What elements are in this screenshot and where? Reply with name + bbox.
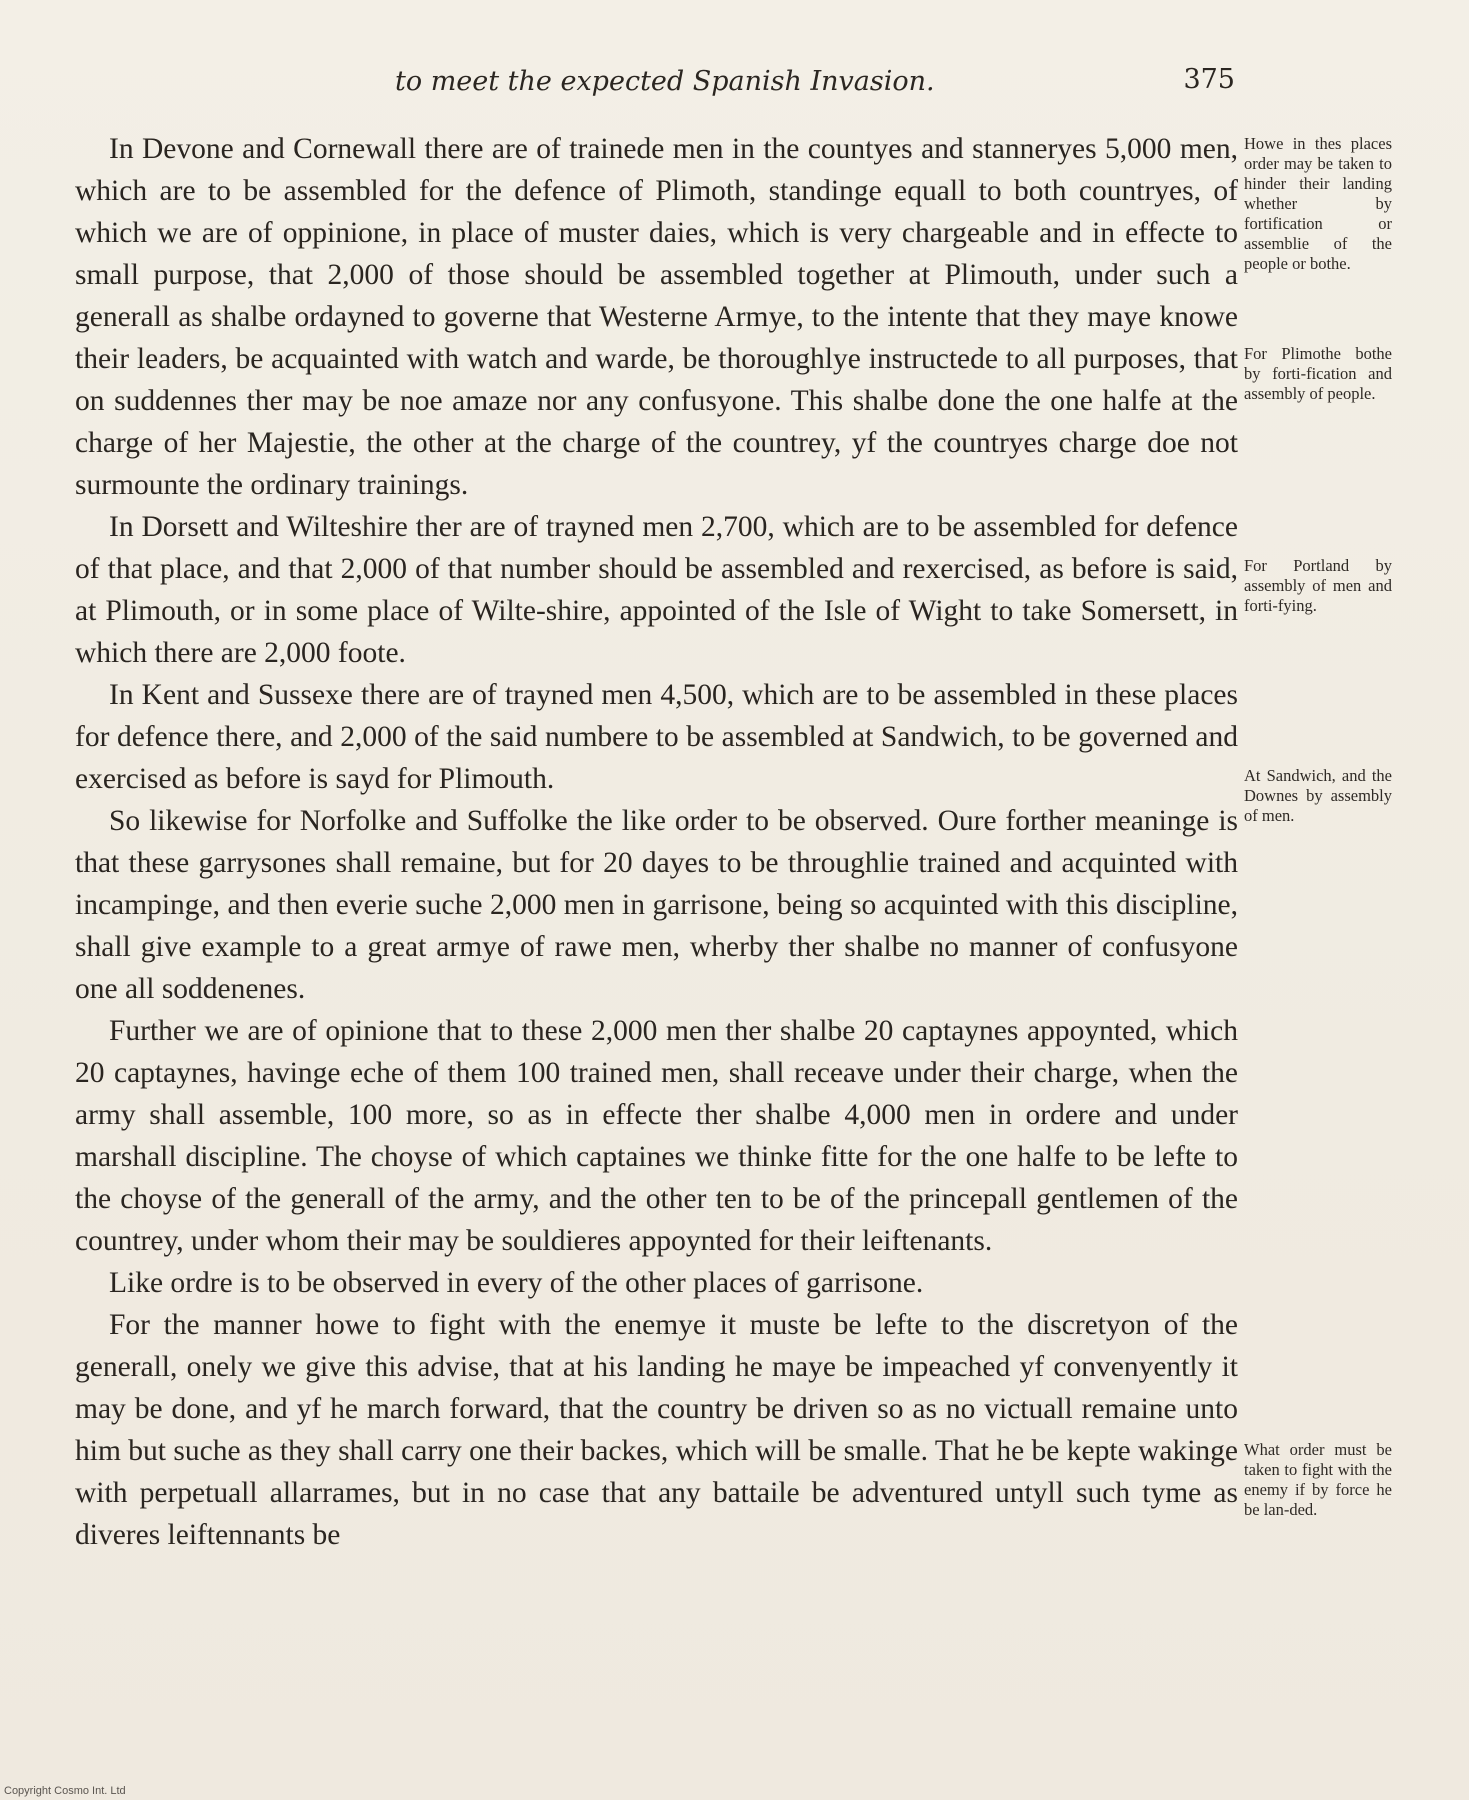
paragraph-kent-sussex: In Kent and Sussexe there are of trayned men 4,500, which are to be assembled in these places for defence there, and 2,000 of the said numbere to be assembled at Sandwich, to be governed and exercised as before is sayd for Plimouth. [75, 679, 1238, 795]
body-text [75, 128, 1238, 1556]
page-number: 375 [1183, 64, 1235, 95]
margin-note-sandwich: At Sandwich, and the Downes by assembly of men. [1244, 766, 1392, 825]
paragraph-garrisons: Like ordre is to be observed in every of the other places of garrisone. [109, 1267, 924, 1299]
paragraph-norfolk-suffolk: So likewise for Norfolke and Suffolke the like order to be observed. Oure forther meaninge is that these garrysones shall remaine, but for 20 dayes to be throughlie trained and acquinted with incampinge, and then everie suche 2,000 men in garrisone, being so acquinted with this discipline, shall give example to a great armye of rawe men, wherby ther shalbe no manner of confusyone one all soddenenes. [75, 805, 1238, 1005]
running-head: to meet the expected Spanish Invasion. [395, 66, 935, 97]
paragraph-devon-cornwall: In Devone and Cornewall there are of trainede men in the countyes and stanneryes 5,000 men, which are to be assembled for the defence of Plimoth, standinge equall to both countryes, of which we are of oppinione, in place of muster daies, which is very chargeable and in effecte to small purpose, that 2,000 of those should be assembled together at Plimouth, under such a generall as shalbe ordayned to governe that Westerne Armye, to the intente that they maye knowe their leaders, be acquainted with watch and warde, be thoroughlye instructede to all purposes, that on suddennes ther may be noe amaze nor any confusyone. This shalbe done the one halfe at the charge of her Majestie, the other at the charge of the countrey, yf the countryes charge doe not surmounte the ordinary trainings. [75, 133, 1238, 501]
page-header [75, 62, 1235, 102]
margin-note-plimothe: For Plimothe bothe by forti-fication and assembly of people. [1244, 344, 1392, 403]
margin-note-landing: Howe in thes places order may be taken to hinder their landing whether by fortification or assemblie of the people or bothe. [1244, 134, 1392, 273]
paragraph-fighting: For the manner howe to fight with the enemye it muste be lefte to the discretyon of the generall, onely we give this advise, that at his landing he maye be impeached yf convenyently it may be done, and yf he march forward, that the country be driven so as no victuall remaine unto him but suche as they shall carry one their backes, which will be smalle. That he be kepte wakinge with perpetuall allarrames, but in no case that any battaile be adventured untyll such tyme as diveres leiftennants be [75, 1309, 1238, 1551]
copyright-watermark: Copyright Cosmo Int. Ltd [4, 1785, 126, 1797]
paragraph-dorset-wiltshire: In Dorsett and Wilteshire ther are of trayned men 2,700, which are to be assembled for defence of that place, and that 2,000 of that number should be assembled and rexercised, as before is said, at Plimouth, or in some place of Wilte-shire, appointed of the Isle of Wight to take Somersett, in which there are 2,000 foote. [75, 511, 1238, 669]
paragraph-captains: Further we are of opinione that to these 2,000 men ther shalbe 20 captaynes appoynted, which 20 captaynes, havinge eche of them 100 trained men, shall receave under their charge, when the army shall assemble, 100 more, so as in effecte ther shalbe 4,000 men in ordere and under marshall discipline. The choyse of which captaines we thinke fitte for the one halfe to be lefte to the choyse of the generall of the army, and the other ten to be of the princepall gentlemen of the countrey, under whom their may be souldieres appoynted for their leiftenants. [75, 1015, 1238, 1257]
margin-note-fight: What order must be taken to fight with the enemy if by force he be lan-ded. [1244, 1440, 1392, 1519]
margin-note-portland: For Portland by assembly of men and forti-fying. [1244, 556, 1392, 615]
